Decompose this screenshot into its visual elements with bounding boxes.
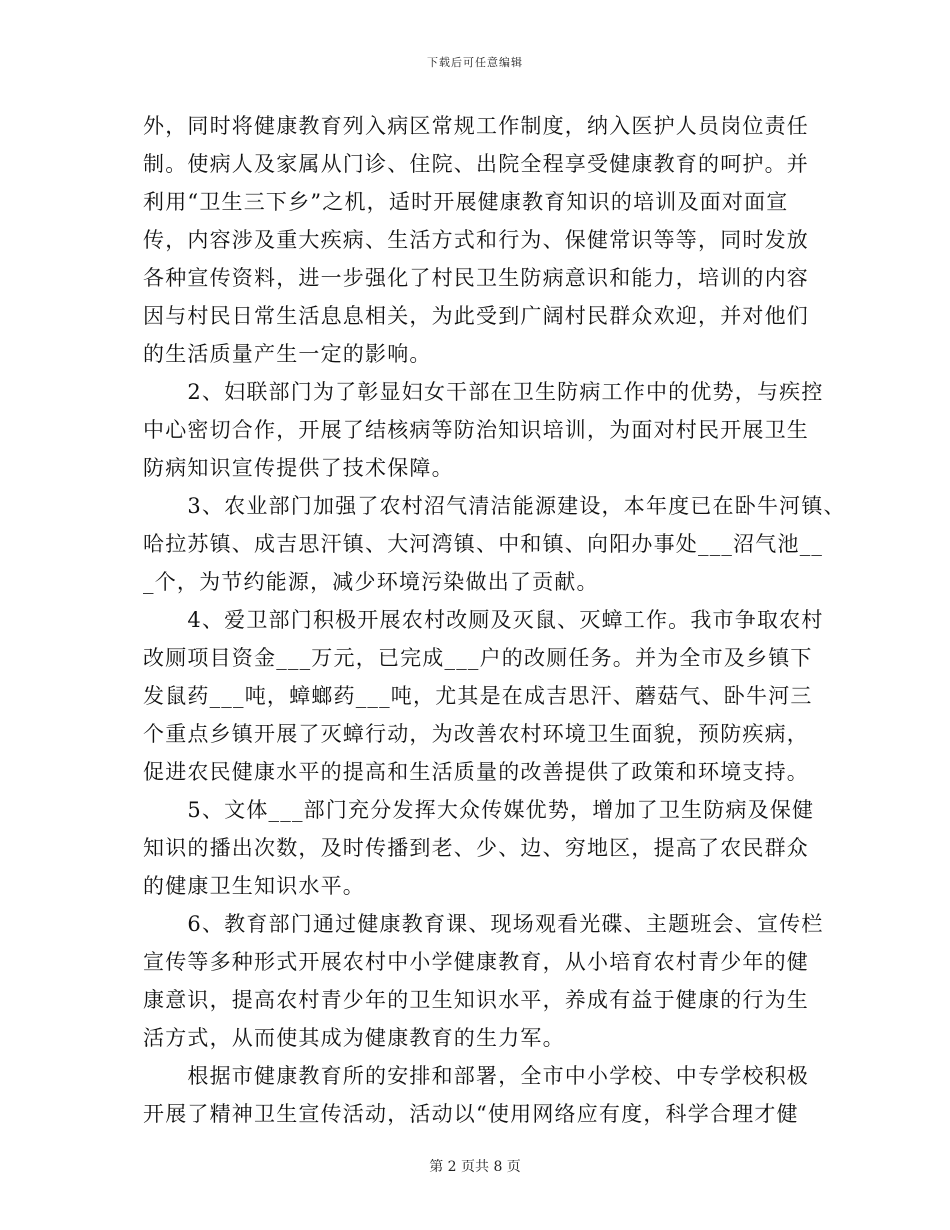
- text-line: 因与村民日常生活息息相关，为此受到广阔村民群众欢迎，并对他们: [143, 304, 809, 328]
- text-line: 促进农民健康水平的提高和生活质量的改善提供了政策和环境支持。: [143, 760, 809, 784]
- text-line: 外，同时将健康教育列入病区常规工作制度，纳入医护人员岗位责任: [143, 114, 809, 138]
- text-line: 6、教育部门通过健康教育课、现场观看光碟、主题班会、宣传栏: [143, 912, 824, 936]
- text-line: 防病知识宣传提供了技术保障。: [143, 456, 454, 480]
- text-line: 各种宣传资料，进一步强化了村民卫生防病意识和能力，培训的内容: [143, 266, 809, 290]
- text-line: 根据市健康教育所的安排和部署，全市中小学校、中专学校积极: [143, 1064, 809, 1088]
- text-line: _个，为节约能源，减少环境污染做出了贡献。: [143, 570, 599, 594]
- document-body: [143, 107, 846, 1133]
- text-line: 传，内容涉及重大疾病、生活方式和行为、保健常识等等，同时发放: [143, 228, 809, 252]
- text-line: 改厕项目资金___万元，已完成___户的改厕任务。并为全市及乡镇下: [143, 646, 813, 670]
- text-line: 利用“卫生三下乡”之机，适时开展健康教育知识的培训及面对面宣: [143, 190, 789, 214]
- text-line: 的生活质量产生一定的影响。: [143, 342, 432, 366]
- page-footer: 第 2 页共 8 页: [429, 1159, 521, 1175]
- text-line: 宣传等多种形式开展农村中小学健康教育，从小培育农村青少年的健: [143, 950, 809, 974]
- text-line: 活方式，从而使其成为健康教育的生力军。: [143, 1026, 565, 1050]
- text-line: 2、妇联部门为了彰显妇女干部在卫生防病工作中的优势，与疾控: [143, 380, 824, 404]
- text-line: 发鼠药___吨，蟑螂药___吨，尤其是在成吉思汗、蘑菇气、卧牛河三: [143, 684, 813, 708]
- text-line: 开展了精神卫生宣传活动，活动以“使用网络应有度，科学合理才健: [143, 1102, 799, 1126]
- text-line: 哈拉苏镇、成吉思汗镇、大河湾镇、中和镇、向阳办事处___沼气池__: [143, 532, 824, 556]
- text-line: 中心密切合作，开展了结核病等防治知识培训，为面对村民开展卫生: [143, 418, 809, 442]
- text-line: 康意识，提高农村青少年的卫生知识水平，养成有益于健康的行为生: [143, 988, 809, 1012]
- text-line: 个重点乡镇开展了灭蟑行动，为改善农村环境卫生面貌，预防疾病，: [143, 722, 809, 746]
- text-line: 4、爱卫部门积极开展农村改厕及灭鼠、灭蟑工作。我市争取农村: [143, 608, 824, 632]
- text-line: 知识的播出次数，及时传播到老、少、边、穷地区，提高了农民群众: [143, 836, 809, 860]
- text-line: 的健康卫生知识水平。: [143, 874, 365, 898]
- text-line: 制。使病人及家属从门诊、住院、出院全程享受健康教育的呵护。并: [143, 152, 809, 176]
- text-line: 3、农业部门加强了农村沼气清洁能源建设，本年度已在卧牛河镇、: [143, 494, 846, 518]
- text-line: 5、文体___部门充分发挥大众传媒优势，增加了卫生防病及保健: [143, 798, 815, 822]
- page-header: 下载后可任意编辑: [427, 56, 523, 69]
